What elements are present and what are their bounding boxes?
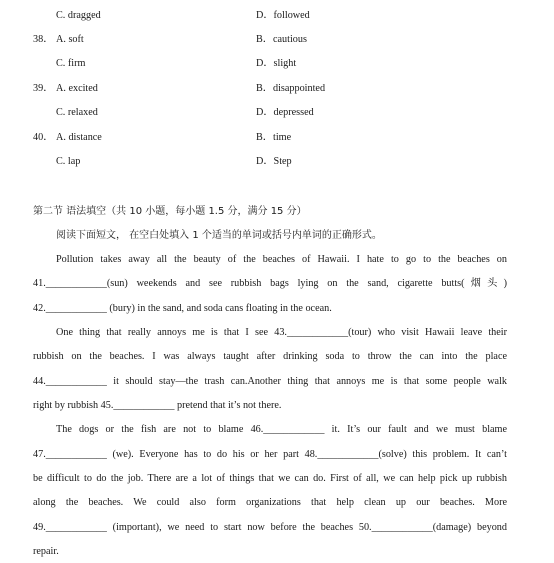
option-d: D．depressed bbox=[256, 107, 314, 118]
option-d: D．slight bbox=[256, 58, 297, 69]
option-a: A. soft bbox=[56, 34, 84, 45]
passage-line: 47.____________ (we). Everyone has to do his or her part 48.____________(solve) this problem. It can’t bbox=[33, 449, 507, 460]
passage-line: 49.____________ (important), we need to start now before the beaches 50.____________(damage) beyond bbox=[33, 522, 507, 533]
option-row-39-ab bbox=[0, 81, 554, 97]
passage-line: One thing that really annoys me is that I see 43.____________(tour) who visit Hawaii leave their bbox=[56, 327, 507, 338]
option-b: B．time bbox=[256, 132, 292, 143]
passage-line: right by rubbish 45.____________ pretend that it’s not there. bbox=[33, 400, 282, 411]
instruction-text: 阅读下面短文， 在空白处填入 1 个适当的单词或括号内单词的正确形式。 bbox=[56, 230, 382, 241]
passage-line: The dogs or the fish are not to blame 46.____________ it. It’s our fault and we must blame bbox=[56, 424, 507, 435]
option-row-39-cd bbox=[0, 105, 554, 121]
question-number: 40． bbox=[33, 132, 54, 143]
question-number: 38． bbox=[33, 34, 54, 45]
option-c: C. lap bbox=[56, 156, 81, 167]
option-c: C. relaxed bbox=[56, 107, 98, 118]
section-title: 第二节 语法填空（共 10 小题，每小题 1.5 分，满分 15 分） bbox=[33, 206, 307, 217]
passage-line: 41.____________(sun) weekends and see rubbish bags lying on the sand, cigarette butts(烟头) bbox=[33, 278, 507, 289]
passage-line: along the beaches. We could also form organizations that help clean up our beaches. More bbox=[33, 497, 507, 508]
option-b: B．disappointed bbox=[256, 83, 326, 94]
option-row-38-cd bbox=[0, 56, 554, 72]
passage-line: repair. bbox=[33, 546, 59, 557]
passage-line: be difficult to do the job. There are a lot of things that we can do. First of all, we can help pick up rubbish bbox=[33, 473, 507, 484]
option-c: C. dragged bbox=[56, 10, 101, 21]
question-number: 39． bbox=[33, 83, 54, 94]
passage-line: Pollution takes away all the beauty of the beaches of Hawaii. I hate to go to the beaches on bbox=[56, 254, 507, 265]
option-a: A. excited bbox=[56, 83, 98, 94]
option-row-37-cd bbox=[0, 8, 554, 24]
option-row-40-ab bbox=[0, 130, 554, 146]
passage-line: 42.____________ (bury) in the sand, and soda cans floating in the ocean. bbox=[33, 303, 332, 314]
option-d: D．Step bbox=[256, 156, 292, 167]
passage-line: rubbish on the beaches. I was always taught after drinking soda to throw the can into the place bbox=[33, 351, 507, 362]
option-row-38-ab bbox=[0, 32, 554, 48]
passage-line: 44.____________ it should stay—the trash can.Another thing that annoys me is that some people walk bbox=[33, 376, 507, 387]
option-a: A. distance bbox=[56, 132, 102, 143]
option-row-40-cd bbox=[0, 154, 554, 170]
option-c: C. firm bbox=[56, 58, 86, 69]
option-b: B．cautious bbox=[256, 34, 307, 45]
option-d: D．followed bbox=[256, 10, 310, 21]
